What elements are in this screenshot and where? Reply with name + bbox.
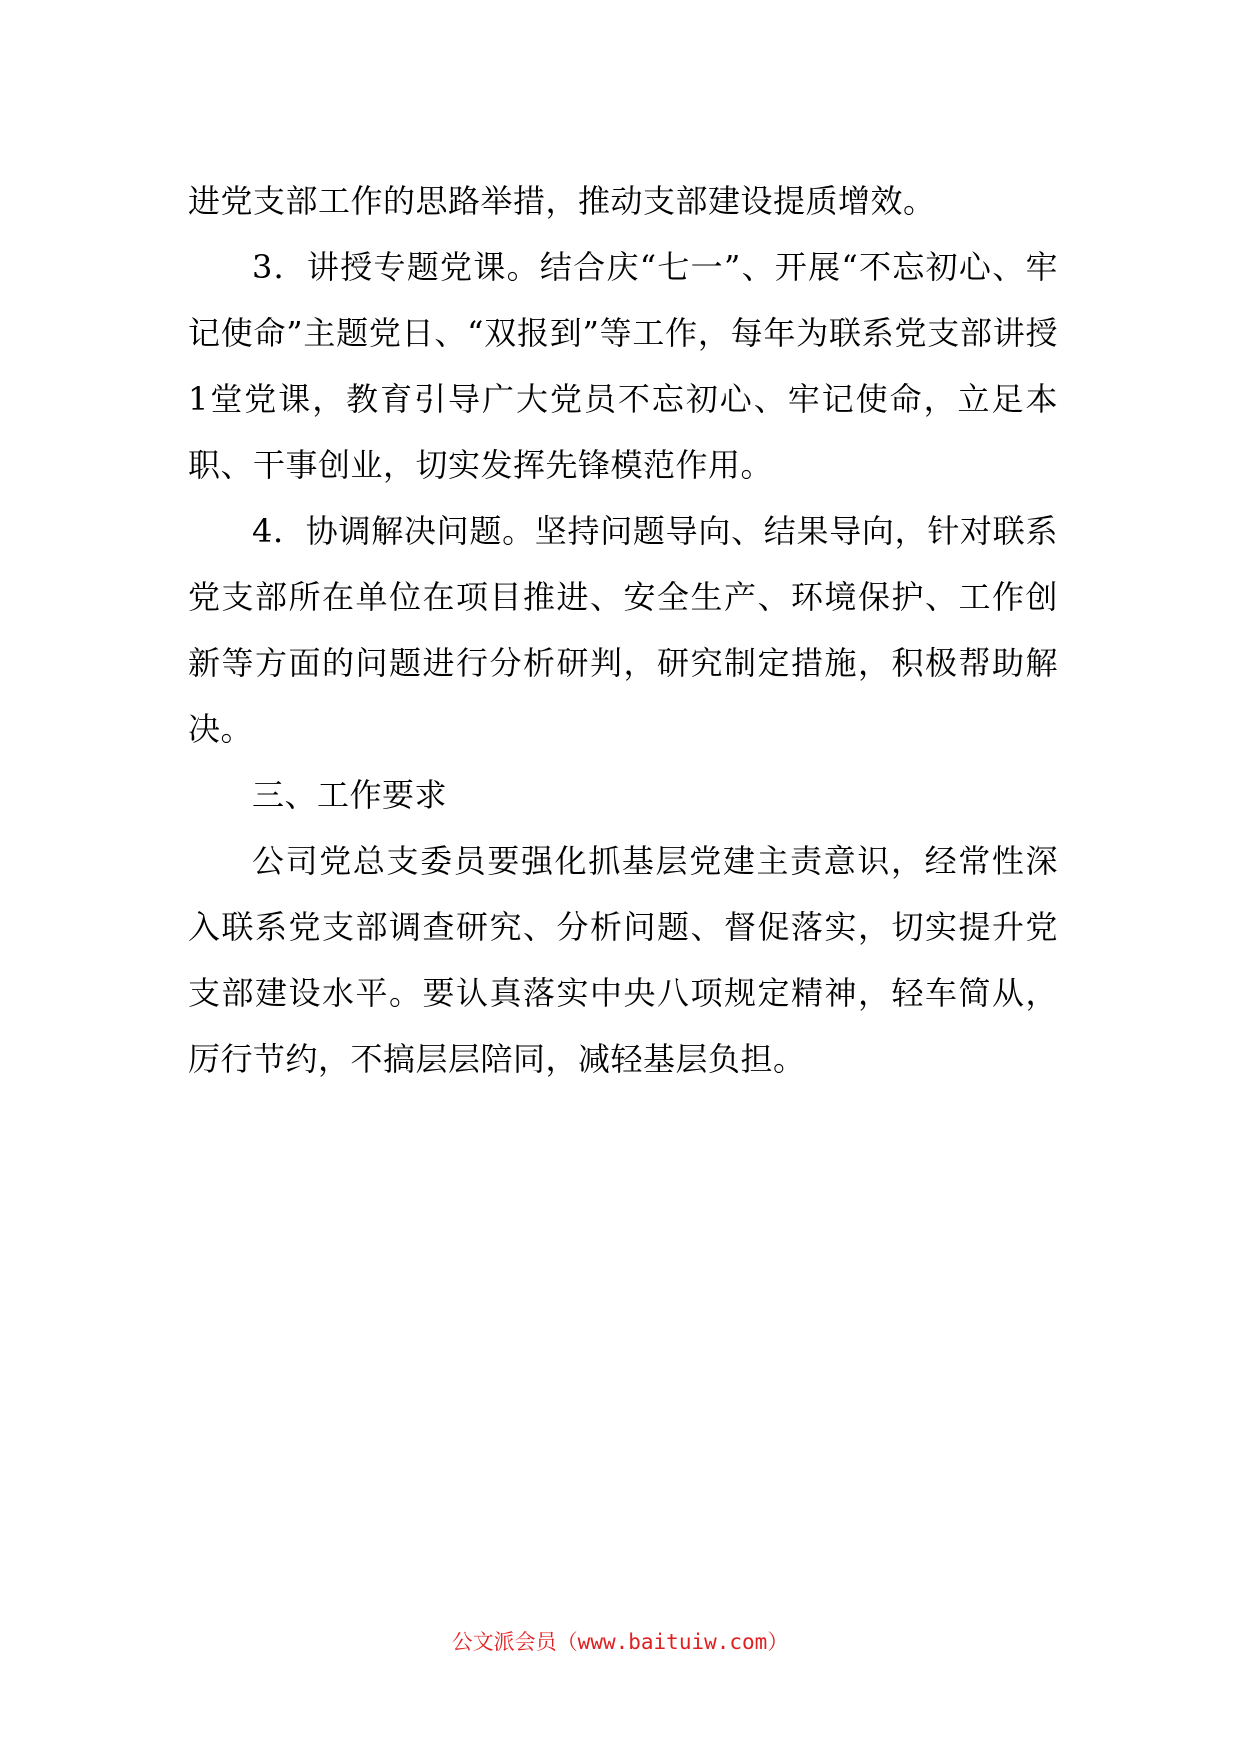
paragraph-requirements: 公司党总支委员要强化抓基层党建主责意识，经常性深入联系党支部调查研究、分析问题、督促落实，切实提升党支部建设水平。要认真落实中央八项规定精神，轻车简从，厉行节约，不搞层层陪同，减轻基层负担。 [188, 842, 1058, 1078]
paragraph-item-4: 4．协调解决问题。坚持问题导向、结果导向，针对联系党支部所在单位在项目推进、安全生产、环境保护、工作创新等方面的问题进行分析研判，研究制定措施，积极帮助解决。 [188, 512, 1058, 748]
paragraph-continuation: 进党支部工作的思路举措，推动支部建设提质增效。 [188, 182, 936, 220]
section-heading: 三、工作要求 [252, 776, 448, 814]
footer-watermark: 公文派会员（www.baituiw.com） [451, 1630, 789, 1654]
document-body [188, 168, 1058, 1092]
paragraph-item-3: 3．讲授专题党课。结合庆“七一”、开展“不忘初心、牢记使命”主题党日、“双报到”等工作，每年为联系党支部讲授1堂党课，教育引导广大党员不忘初心、牢记使命，立足本职、干事创业，切实发挥先锋模范作用。 [188, 248, 1058, 484]
